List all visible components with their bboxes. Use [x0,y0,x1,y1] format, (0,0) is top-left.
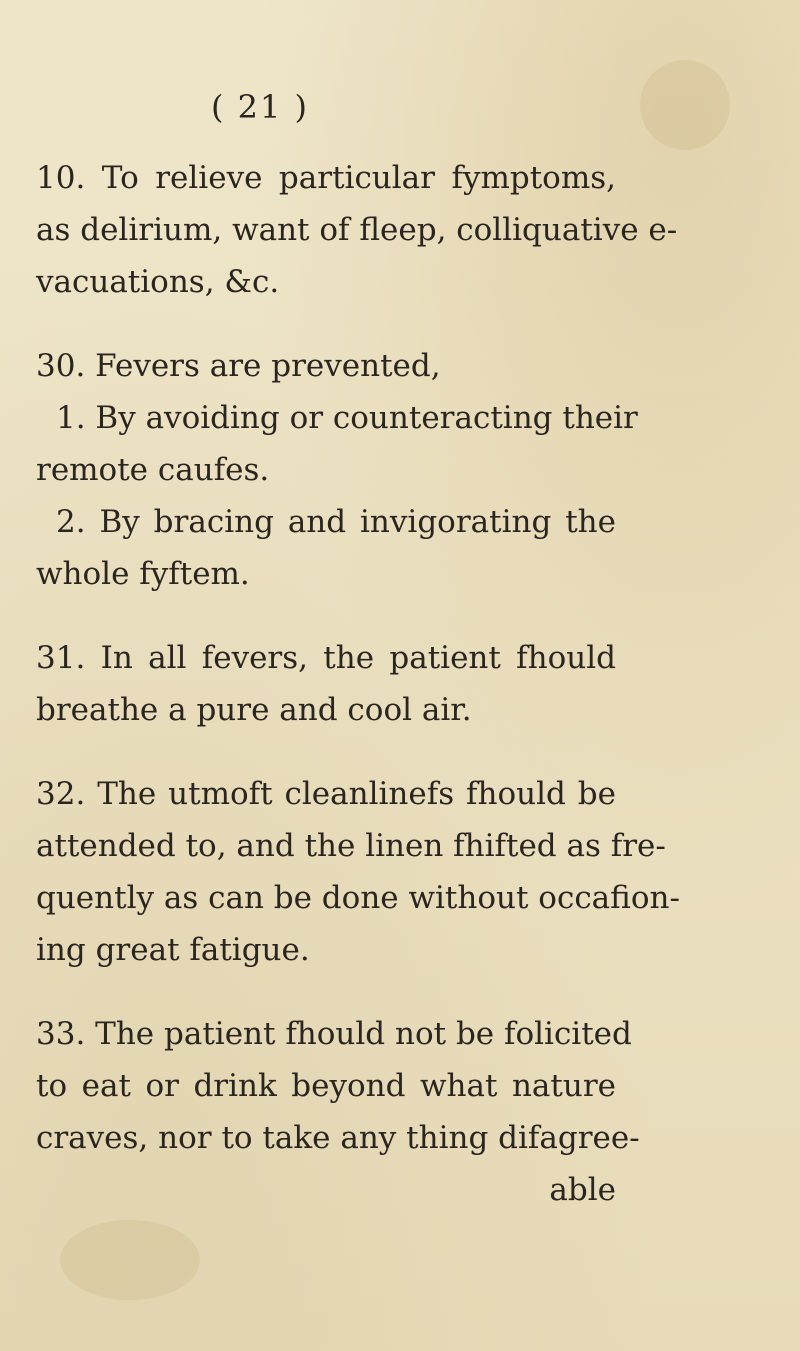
text-line: quently as can be done without occafion- [36,880,680,916]
text-line: breathe a pure and cool air. [36,692,472,728]
catchword: able [549,1172,616,1208]
text-line: 32. The utmoft cleanlinefs fhould be [36,776,616,812]
page-number: ( 21 ) [210,88,310,126]
paragraph-31 [36,632,616,736]
paragraph-gap [36,976,616,1008]
text-line: remote caufes. [36,452,270,488]
text-line: vacuations, &c. [36,264,280,300]
paragraph-10 [36,152,678,308]
paper-stain [640,60,730,150]
text-line: whole fyftem. [36,556,250,592]
paper-stain [60,1220,200,1300]
paragraph-32 [36,768,680,976]
text-line: attended to, and the linen fhifted as fre- [36,828,666,864]
text-line: 31. In all fevers, the patient fhould [36,640,616,676]
text-line: 33. The patient fhould not be folicited [36,1016,632,1052]
paragraph-30 [36,340,638,600]
text-line: craves, nor to take any thing difagree- [36,1120,640,1156]
paragraph-gap [36,600,616,632]
text-line: as delirium, want of fleep, colliquative e- [36,212,678,248]
page-body [36,152,680,1216]
paragraph-gap [36,736,616,768]
text-line: 30. Fevers are prevented, [36,348,441,384]
paragraph-gap [36,308,616,340]
paragraph-33 [36,1008,640,1216]
text-line: 1. By avoiding or counteracting their [56,400,638,436]
text-line: 2. By bracing and invigorating the [56,504,616,540]
text-line: ing great fatigue. [36,932,310,968]
text-line: 10. To relieve particular fymptoms, [36,160,616,196]
text-line: to eat or drink beyond what nature [36,1068,616,1104]
